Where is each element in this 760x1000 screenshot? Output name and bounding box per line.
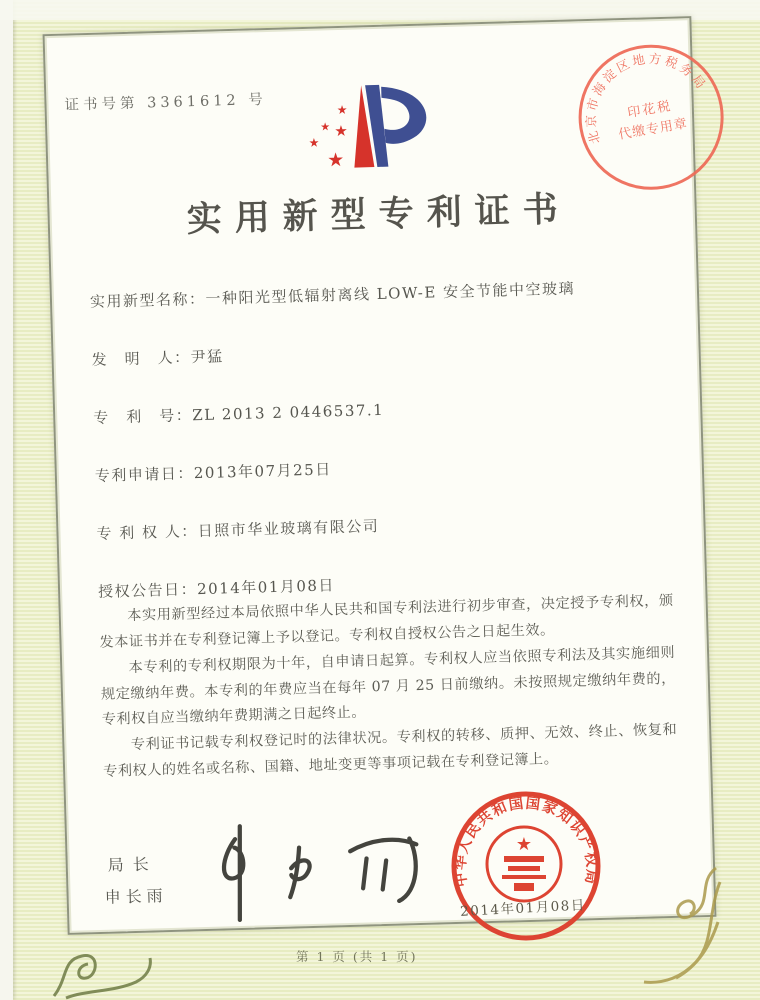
field-label: 专利申请日： — [94, 464, 195, 485]
body-paragraph: 本实用新型经过本局依照中华人民共和国专利法进行初步审查，决定授予专利权，颁发本证书并在专利登记簿上予以登记。专利权自授权公告之日起生效。 — [99, 592, 674, 651]
certificate-fields — [90, 275, 674, 639]
field-value: 一种阳光型低辐射离线 LOW-E 安全节能中空玻璃 — [205, 279, 576, 308]
field-label: 发 明 人： — [91, 348, 191, 369]
tax-seal-ring-text: 北京市海淀区地方税务局 — [583, 50, 711, 146]
sipo-logo — [289, 71, 460, 190]
certificate-title: 实用新型专利证书 — [186, 188, 572, 241]
field-inventor — [91, 333, 666, 370]
body-paragraph: 本专利的专利权期限为十年，自申请日起算。专利权人应当依照专利法及其实施细则规定缴纳年费。本专利的年费应当在每年 07 月 25 日前缴纳。未按照规定缴纳年费的，专利权自应当缴纳年费期满之日起终止。 — [100, 644, 677, 729]
corner-flourish-icon — [48, 938, 158, 1000]
field-label: 专 利 权 人： — [96, 522, 199, 543]
certificate-panel — [43, 16, 717, 935]
logo-star-icon: ★ — [326, 148, 345, 172]
body-paragraph: 专利证书记载专利权登记时的法律状况。专利权的转移、质押、无效、终止、恢复和专利权人的姓名或名称、国籍、地址变更等事项记载在专利登记簿上。 — [102, 722, 678, 780]
national-emblem — [487, 827, 561, 901]
emblem-star-icon: ★ — [515, 834, 533, 855]
certificate-number: 证书号第 3361612 号 — [64, 92, 267, 114]
tax-seal-line1: 印花税 — [626, 98, 674, 122]
sipo-logo-graphic — [289, 71, 460, 190]
field-label: 实用新型名称： — [89, 289, 206, 312]
logo-star-icon: ★ — [320, 120, 331, 134]
field-filing-date — [95, 449, 670, 486]
certificate-body-text — [99, 589, 679, 786]
tax-seal-line2: 代缴专用章 — [617, 116, 689, 143]
director-signature — [194, 808, 452, 933]
logo-star-icon: ★ — [308, 135, 320, 150]
field-utility-model-name — [90, 275, 665, 312]
page-footer: 第 1 页 (共 1 页) — [296, 949, 418, 964]
field-value: ZL 2013 2 0446537.1 — [192, 400, 385, 425]
director-title: 局长 — [107, 854, 159, 875]
logo-star-icon: ★ — [336, 102, 348, 118]
logo-star-icon: ★ — [334, 121, 349, 141]
logo-blue-bowl — [381, 86, 427, 145]
field-label: 专 利 号： — [93, 406, 193, 427]
office-seal-ring-text: 中华人民共和国国家知识产权局 — [451, 794, 601, 889]
field-patentee — [96, 507, 671, 544]
field-label: 授权公告日： — [97, 580, 198, 601]
office-seal-graphic — [448, 788, 604, 944]
corner-flourish-icon — [628, 862, 728, 1000]
stamp-office-seal — [448, 788, 604, 944]
field-value: 日照市华业玻璃有限公司 — [197, 517, 380, 541]
field-value: 尹猛 — [190, 347, 224, 367]
signature-graphic — [194, 808, 452, 933]
field-patent-number — [93, 391, 668, 428]
field-value: 2013年07月25日 — [193, 460, 332, 483]
field-value: 2014年01月08日 — [196, 576, 336, 599]
director-name: 申长雨 — [104, 886, 168, 907]
seal-date: 2014年01月08日 — [459, 897, 587, 920]
photo-scan-edge — [0, 0, 13, 1000]
